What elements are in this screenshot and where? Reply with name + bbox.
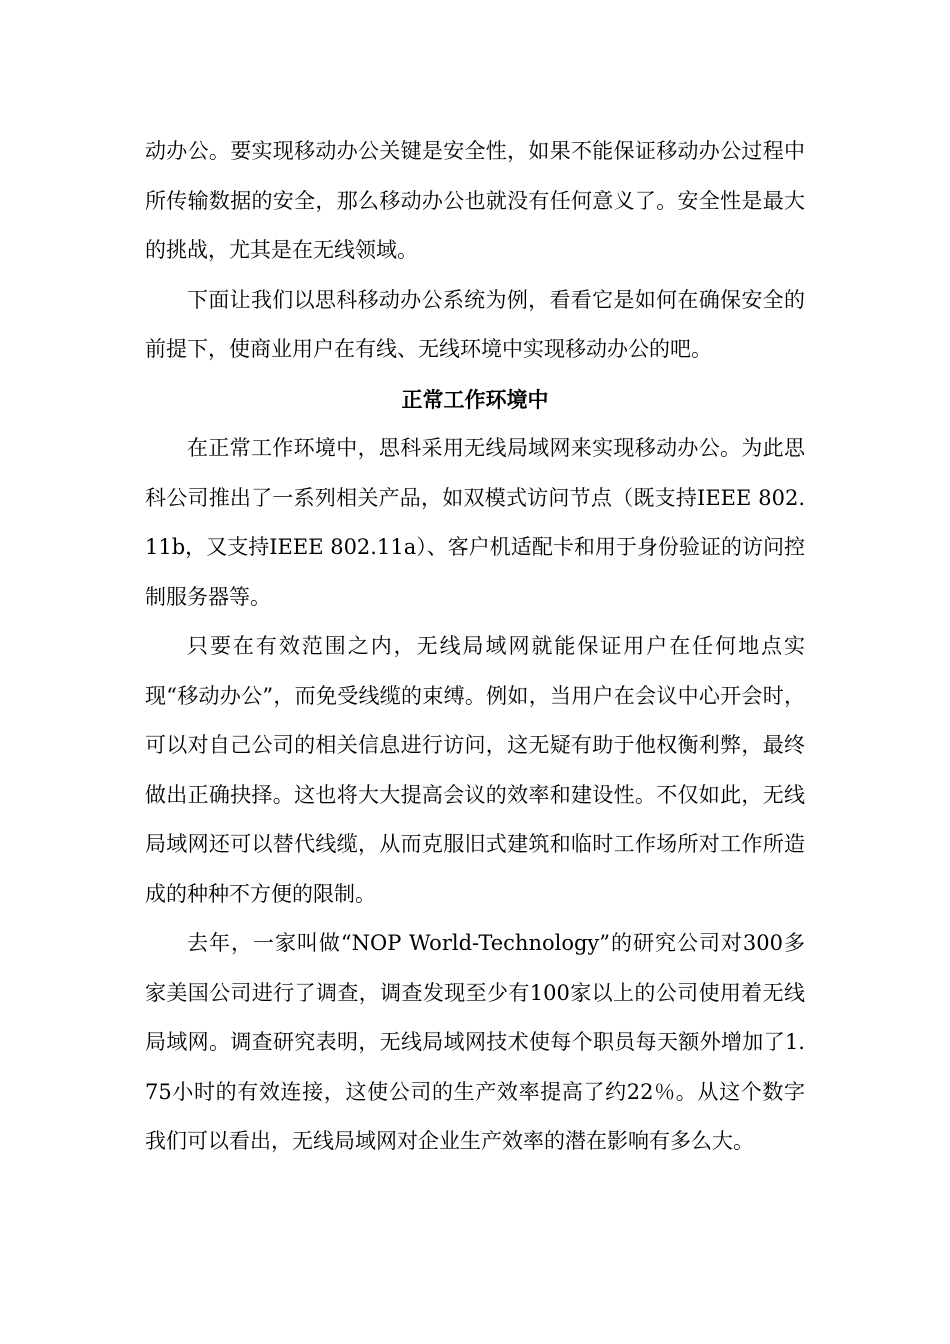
paragraph-security-intro: 动办公。要实现移动办公关键是安全性，如果不能保证移动办公过程中所传输数据的安全，那么移动办公也就没有任何意义了。安全性是最大的挑战，尤其是在无线领域。 [145, 139, 805, 262]
paragraph-survey-results: 去年，一家叫做“NOP World-Technology”的研究公司对300多家美国公司进行了调查，调查发现至少有100家以上的公司使用着无线局域网。调查研究表明，无线局域网技术使每个职员每天额外增加了1.75小时的有效连接，这使公司的生产效率提高了约22％。从这个数字我们可以看出，无线局域网对企业生产效率的潜在影响有多么大。 [145, 931, 805, 1153]
paragraph-wlan-products: 在正常工作环境中，思科采用无线局域网来实现移动办公。为此思科公司推出了一系列相关产品，如双模式访问节点（既支持IEEE 802.11b，又支持IEEE 802.11a）、客户机适配卡和用于身份验证的访问控制服务器等。 [145, 436, 805, 609]
document-body [145, 127, 805, 1167]
section-heading-normal-work-environment: 正常工作环境中 [401, 386, 549, 412]
paragraph-cisco-example: 下面让我们以思科移动办公系统为例，看看它是如何在确保安全的前提下，使商业用户在有线、无线环境中实现移动办公的吧。 [145, 287, 805, 361]
paragraph-mobile-office-benefits: 只要在有效范围之内，无线局域网就能保证用户在任何地点实现“移动办公”，而免受线缆的束缚。例如，当用户在会议中心开会时，可以对自己公司的相关信息进行访问，这无疑有助于他权衡利弊，最终做出正确抉择。这也将大大提高会议的效率和建设性。不仅如此，无线局域网还可以替代线缆，从而克服旧式建筑和临时工作场所对工作所造成的种种不方便的限制。 [145, 634, 805, 906]
